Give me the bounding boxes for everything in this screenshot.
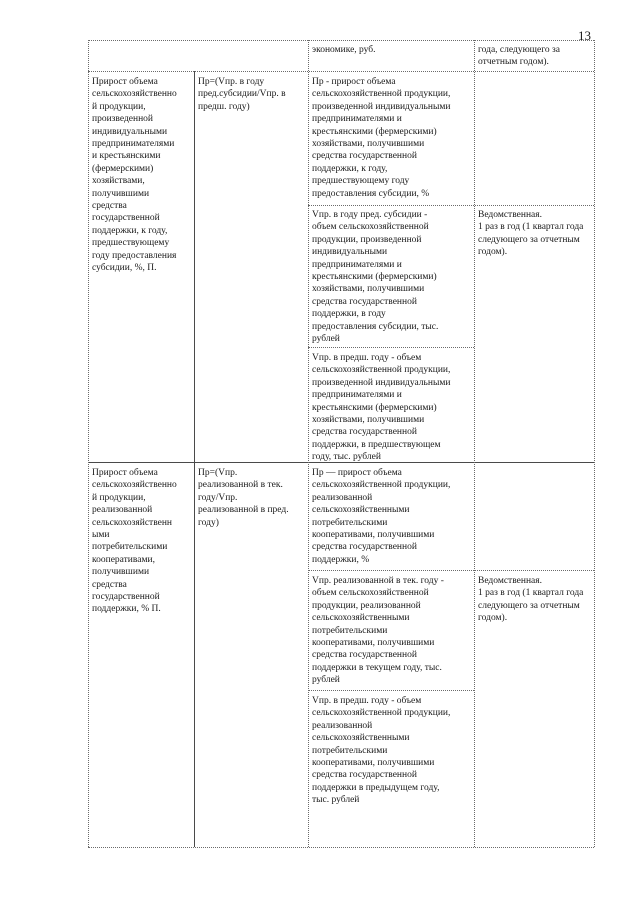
data-source: Ведомственная. 1 раз в год (1 квартал года следующего за отчетным годом).	[478, 210, 584, 258]
indicator-name: Прирост объема сельскохозяйственно й продукции, произведенной индивидуальными предпринимателями и крестьянскими (фермерскими) хозяйствами, получившими средства государственной поддержки, к году, предшествующему году предоставления субсидии, %, П.	[92, 77, 177, 274]
formula-definition: Пр - прирост объема сельскохозяйственной продукции, произведенной индивидуальными предпринимателями и крестьянскими (фермерскими) хозяйствами, получившими средства государственной поддержки, к году, предшествующему году предоставления субсидии, %	[312, 77, 451, 199]
page-number: 13	[578, 28, 591, 43]
top-fragment-definition: экономике, руб.	[312, 45, 376, 55]
top-fragment-source: года, следующего за отчетным годом).	[478, 45, 560, 68]
row1-top-rule	[88, 71, 594, 72]
row1-def2-bottom-rule	[308, 347, 474, 348]
indicator-name: Прирост объема сельскохозяйственно й продукции, реализованной сельскохозяйственн ыми потребительскими кооперативами, получившими средства государственной поддержки, % П.	[92, 468, 177, 615]
row2-def2-bottom-rule	[308, 690, 474, 691]
indicator-formula: Пр=(Vпр. реализованной в тек. году/Vпр. реализованной в пред. году)	[198, 468, 289, 528]
formula-definition: Vпр. в предш. году - объем сельскохозяйственной продукции, реализованной сельскохозяйственными потребительскими кооперативами, получившими средства государственной поддержки в предыдущем году, тыс. рублей	[312, 696, 451, 806]
formula-definition: Пр — прирост объема сельскохозяйственной продукции, реализованной сельскохозяйственными потребительскими кооперативами, получившими средства государственной поддержки, %	[312, 468, 451, 565]
indicator-formula: Пр=(Vпр. в году пред.субсидии/Vпр. в предш. году)	[198, 77, 286, 112]
col-rule-3	[308, 40, 309, 847]
formula-definition: Vпр. реализованной в тек. году - объем сельскохозяйственной продукции, реализованной сельскохозяйственными потребительскими кооперативами, получившими средства государственной поддержки в текущем году, тыс. рублей	[312, 576, 444, 686]
table-top-rule	[88, 40, 594, 41]
row1-def1-bottom-rule	[308, 205, 594, 206]
data-source: Ведомственная. 1 раз в год (1 квартал года следующего за отчетным годом).	[478, 576, 584, 624]
formula-definition: Vпр. в предш. году - объем сельскохозяйственной продукции, произведенной индивидуальными предпринимателями и крестьянскими (фермерскими) хозяйствами, получившими средства государственной поддержки, в предшествующем году, тыс. рублей	[312, 353, 451, 463]
col-rule-2	[194, 71, 195, 847]
formula-definition: Vпр. в году пред. субсидии - объем сельскохозяйственной продукции, произведенной индивидуальными предпринимателями и крестьянскими (фермерскими) хозяйствами, получившими средства государственной поддержки, в году предоставления субсидии, тыс. рублей	[312, 210, 439, 345]
table-bottom-rule	[88, 847, 594, 848]
col-rule-5	[594, 40, 595, 847]
col-rule-1	[88, 40, 89, 847]
row2-def1-bottom-rule	[308, 570, 594, 571]
col-rule-4	[474, 40, 475, 847]
